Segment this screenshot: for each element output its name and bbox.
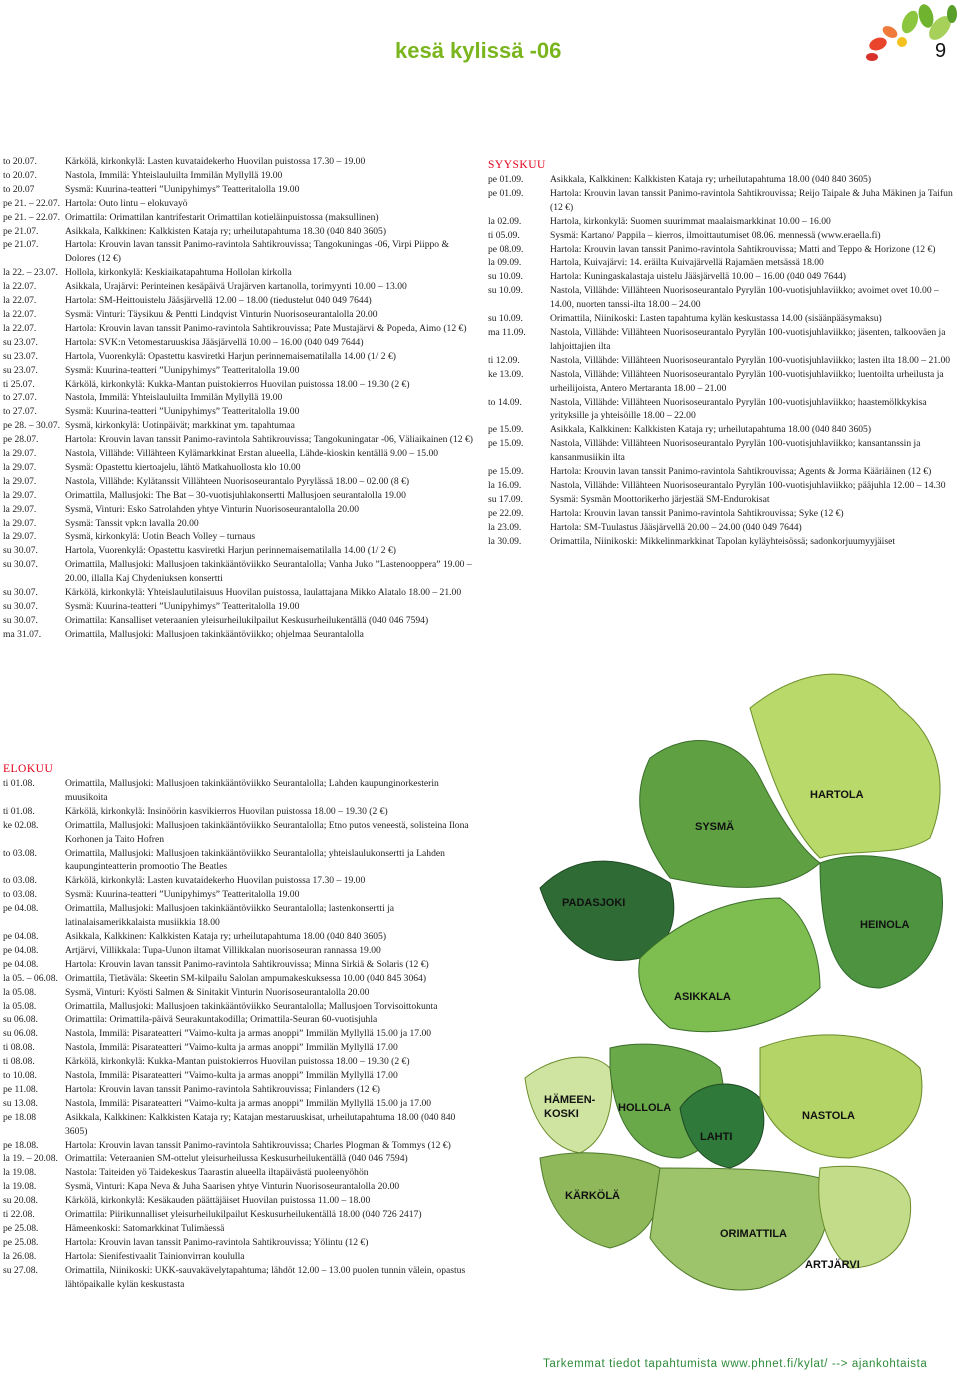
event-row — [3, 819, 473, 847]
event-description: Orimattila, Mallusjoki: Mallusjoen takinkääntöviikko Seurantalolla; Lahden kaupunginorkesterin muusikoita — [65, 778, 439, 803]
event-row — [3, 586, 473, 600]
event-row — [488, 187, 954, 215]
event-row — [3, 461, 473, 475]
event-description: Hartola: SM-Tuulastus Jääsjärvellä 20.00 – 24.00 (040 049 7644) — [550, 521, 802, 533]
event-description: Kärkölä, kirkonkylä: Kukka-Mantan puistokierros Huovilan puistossa 18.00 – 19.30 (2 €) — [65, 1056, 410, 1068]
event-row — [3, 308, 473, 322]
flower-logo-icon — [862, 2, 960, 68]
event-date: to 03.08. — [3, 875, 37, 887]
event-date: la 23.09. — [488, 521, 522, 533]
event-row — [488, 465, 954, 479]
page-number: 9 — [935, 40, 947, 62]
event-description: Kärkölä, kirkonkylä: Insinöörin kasvikierros Huovilan puistossa 18.00 – 19.30 (2 €) — [65, 805, 388, 817]
event-description: Orimattila, Mallusjoki: The Bat – 30-vuotisjuhlakonsertti Mallusjoen seurantalolla 19.00 — [65, 489, 406, 501]
event-row — [3, 405, 473, 419]
event-date: pe 04.08. — [3, 944, 39, 956]
event-row — [3, 874, 473, 888]
event-description: Hollola, kirkonkylä: Keskiaikatapahtuma Hollolan kirkolla — [65, 267, 292, 279]
event-description: Hartola, Kuivajärvi: 14. eräilta Kuivajärvellä Rajamäen metsässä 18.00 — [550, 257, 824, 269]
event-description: Hartola: SVK:n Vetomestaruuskisa Jääsjärvellä 10.00 – 16.00 (040 049 7644) — [65, 336, 364, 348]
event-date: to 03.08. — [3, 847, 37, 859]
event-row — [488, 423, 954, 437]
event-description: Hartola: Krouvin lavan tanssit Panimo-ravintola Sahtikrouvissa; Finlanders (12 €) — [65, 1083, 380, 1095]
event-description: Nastola, Villähde: Villähteen Nuorisoseurantalo Pyrylän 100-vuotisjuhlaviikko; jäsenten, talkooväen ja lahjoittajien ilta — [550, 326, 946, 352]
event-date: pe 01.09. — [488, 187, 524, 199]
event-row — [3, 614, 473, 628]
event-description: Sysmä: Vinturi: Täysikuu & Pentti Lindqvist Vinturin Nuorisoseurantalolla 20.00 — [65, 308, 378, 320]
event-description: Sysmä, kirkonkylä: Uotin Beach Volley – turnaus — [65, 531, 256, 543]
event-date: ti 01.08. — [3, 778, 35, 789]
event-row — [3, 544, 473, 558]
event-row — [3, 1027, 473, 1041]
event-date: pe 28.07. — [3, 434, 39, 446]
event-row — [488, 507, 954, 521]
event-description: Orimattila, Mallusjoki: Mallusjoen takinkääntöviikko Seurantalolla; Vanha Juko ”Lastenooppera” 19.00 – 20.00, illalla Kaj Chydeniuksen konsertti — [65, 559, 472, 585]
event-description: Hartola: Krouvin lavan tanssit Panimo-ravintola Sahtikrouvissa; Reijo Taipale & Juha Mäkinen ja Taifun (12 €) — [550, 187, 953, 213]
august-section — [3, 762, 473, 1292]
event-description: Hartola, Vuorenkylä: Opastettu kasviretki Harjun perinnemaisematilalla 14.00 (1/ 2 €) — [65, 350, 396, 362]
event-description: Nastola, Villähde: Kylätanssit Villähteen Nuorisoseurantalo Pyrylässä 18.00 – 02.00 (8 €) — [65, 475, 410, 487]
event-row — [3, 1236, 473, 1250]
event-date: la 29.07. — [3, 461, 37, 473]
event-row — [3, 1250, 473, 1264]
event-row — [488, 535, 954, 549]
event-row — [3, 530, 473, 544]
event-date: to 20.07 — [3, 183, 35, 195]
event-row — [3, 433, 473, 447]
map-label-nastola: NASTOLA — [802, 1110, 855, 1122]
event-date: pe 15.09. — [488, 438, 524, 450]
september-section — [488, 158, 954, 548]
event-row — [3, 169, 473, 183]
event-row — [3, 558, 473, 586]
event-row — [3, 336, 473, 350]
event-row — [3, 777, 473, 805]
event-date: to 10.08. — [3, 1070, 37, 1082]
event-date: pe 15.09. — [488, 466, 524, 478]
event-description: Asikkala, Kalkkinen: Kalkkisten Kataja ry; urheilutapahtuma 18.30 (040 840 3605) — [65, 225, 387, 237]
event-description: Hartola: Krouvin lavan tanssit Panimo-ravintola Sahtikrouvissa; Tangokuningas -06, Virpi Piippo & Dolores (12 €) — [65, 239, 449, 265]
event-row — [3, 1152, 473, 1166]
event-date: ti 01.08. — [3, 805, 35, 817]
event-description: Kärkölä, kirkonkylä: Kukka-Mantan puistokierros Huovilan puistossa 18.00 – 19.30 (2 €) — [65, 378, 410, 390]
event-date: pe 15.09. — [488, 424, 524, 436]
event-description: Sysmä, Vinturi: Kyösti Salmen & Sinitakit Vinturin Nuorisoseurantalolla 20.00 — [65, 986, 370, 998]
event-date: la 29.07. — [3, 517, 37, 529]
event-row — [3, 888, 473, 902]
event-description: Asikkala, Urajärvi: Perinteinen kesäpäivä Urajärven kartanolla, torimyynti 10.00 – 13.00 — [65, 281, 407, 293]
september-events-list — [488, 173, 954, 548]
event-date: pe 25.08. — [3, 1236, 39, 1248]
event-row — [488, 354, 954, 368]
event-row — [3, 1097, 473, 1111]
event-row — [3, 600, 473, 614]
event-description: Nastola, Immilä: Pisarateatteri ”Vaimo-kulta ja armas anoppi” Immilän Myllyllä 15.00 ja 17.00 — [65, 1097, 432, 1109]
event-description: Hartola: Krouvin lavan tanssit Panimo-ravintola Sahtikrouvissa; Minna Sirkiä & Solaris (12 €) — [65, 958, 429, 970]
event-date: la 16.09. — [488, 479, 522, 491]
event-date: ti 22.08. — [3, 1209, 35, 1221]
event-date: pe 04.08. — [3, 930, 39, 942]
map-label-hameenkoski-1: HÄMEEN- — [544, 1094, 596, 1106]
event-row — [3, 1083, 473, 1097]
event-date: pe 18.08. — [3, 1139, 39, 1151]
event-description: Orimattila, Mallusjoki: Mallusjoen takinkääntöviikko; ohjelmaa Seurantalolla — [65, 628, 364, 640]
august-events-list — [3, 777, 473, 1292]
map-region-artjarvi — [819, 1166, 911, 1268]
map-label-hollola: HOLLOLA — [618, 1102, 672, 1114]
event-date: ti 25.07. — [3, 378, 35, 390]
event-description: Sysmä: Kartano/ Pappila – kierros, ilmoittautumiset 08.06. mennessä (www.eraella.fi) — [550, 229, 881, 241]
event-description: Nastola, Villähde: Villähteen Nuorisoseurantalo Pyrylän 100-vuotisjuhlaviikko; avoimet ovet 10.00 – 14.00, nuorten tanssi-ilta 18.00 – 24.00 — [550, 285, 939, 311]
event-row — [488, 396, 954, 424]
region-map — [520, 648, 960, 1348]
event-row — [488, 521, 954, 535]
event-date: su 30.07. — [3, 545, 38, 557]
event-date: la 29.07. — [3, 531, 37, 543]
event-description: Nastola, Immilä: Yhteislauluilta Immilän Myllyllä 19.00 — [65, 169, 283, 181]
event-date: la 22.07. — [3, 308, 37, 320]
event-description: Nastola, Villähde: Villähteen Nuorisoseurantalo Pyrylän 100-vuotisjuhlaviikko; kansantanssin ja kansanmusiikin ilta — [550, 438, 921, 464]
event-description: Hartola: Outo lintu – elokuvayö — [65, 197, 188, 209]
event-description: Hartola: Sienifestivaalit Tainionvirran koululla — [65, 1250, 245, 1262]
section-heading-elokuu: ELOKUU — [3, 763, 54, 775]
event-row — [3, 1166, 473, 1180]
event-description: Kärkölä, kirkonkylä: Lasten kuvataidekerho Huovilan puistossa 17.30 – 19.00 — [65, 875, 366, 887]
event-row — [488, 270, 954, 284]
map-label-lahti: LAHTI — [700, 1131, 733, 1143]
event-row — [3, 1013, 473, 1027]
event-description: Orimattila, Niinikoski: Mikkelinmarkkinat Tapolan kyläyhteisössä; sadonkorjuumyyjäiset — [550, 535, 896, 547]
event-description: Sysmä, kirkonkylä: Uotinpäivät; markkinat ym. tapahtumaa — [65, 420, 295, 432]
event-description: Sysmä: Sysmän Moottorikerho järjestää SM-Endurokisat — [550, 493, 770, 505]
event-description: Nastola, Villähde: Villähteen Kylämarkkinat Erstan alueella, Lähde-kioskin kentällä 9.00 – 15.00 — [65, 448, 439, 460]
event-date: su 23.07. — [3, 364, 38, 376]
event-row — [488, 284, 954, 312]
event-date: la 05.08. — [3, 1000, 37, 1012]
event-date: pe 04.08. — [3, 958, 39, 970]
event-description: Orimattila: Orimattilan kantrifestarit Orimattilan kotieläinpuistossa (maksullinen) — [65, 211, 379, 223]
map-label-karkola: KÄRKÖLÄ — [565, 1190, 620, 1202]
map-region-nastola — [760, 1035, 922, 1158]
event-row — [3, 489, 473, 503]
event-date: pe 18.08 — [3, 1111, 37, 1123]
event-description: Sysmä: Kuurina-teatteri ”Uunipyhimys” Teatteritalolla 19.00 — [65, 889, 300, 901]
event-date: su 10.09. — [488, 271, 523, 283]
event-description: Nastola, Villähde: Villähteen Nuorisoseurantalo Pyrylän 100-vuotisjuhlaviikko; luentoilta urheilusta ja urheilijoista, Antero Mertaranta 18.00 – 21.00 — [550, 368, 944, 394]
event-row — [3, 1222, 473, 1236]
event-description: Sysmä: Opastettu kiertoajelu, lähtö Matkahuollosta klo 10.00 — [65, 461, 301, 473]
event-date: la 29.07. — [3, 503, 37, 515]
map-label-orimattila: ORIMATTILA — [720, 1228, 788, 1240]
event-row — [3, 1194, 473, 1208]
event-description: Orimattila: Piirikunnalliset yleisurheilukilpailut Keskusurheilukentällä 18.00 (040 726 2417) — [65, 1209, 422, 1221]
map-label-heinola: HEINOLA — [860, 919, 910, 931]
event-description: Nastola, Villähde: Villähteen Nuorisoseurantalo Pyrylän 100-vuotisjuhlaviikko; lasten ilta 18.00 – 21.00 — [550, 354, 951, 366]
event-row — [3, 1111, 473, 1139]
event-date: ma 31.07. — [3, 628, 42, 640]
event-description: Hämeenkoski: Satomarkkinat Tulimäessä — [65, 1223, 225, 1234]
event-description: Asikkala, Kalkkinen: Kalkkisten Kataja ry; urheilutapahtuma 18.00 (040 840 3605) — [550, 174, 872, 185]
event-date: pe 21.07. — [3, 225, 39, 237]
event-date: la 29.07. — [3, 448, 37, 460]
event-description: Hartola, kirkonkylä: Suomen suurimmat maalaismarkkinat 10.00 – 16.00 — [550, 215, 831, 227]
event-description: Orimattila, Niinikoski: UKK-sauvakävelytapahtuma; lähdöt 12.00 – 13.00 puolen tunnin välein, opastus lähtöpaikalle kylän keskustasta — [65, 1264, 466, 1290]
page-title: kesä kylissä -06 — [395, 38, 562, 63]
event-description: Hartola: Krouvin lavan tanssit Panimo-ravintola Sahtikrouvissa; Pate Mustajärvi & Popeda, Aimo (12 €) — [65, 322, 467, 334]
event-date: su 10.09. — [488, 285, 523, 297]
event-row — [3, 419, 473, 433]
event-date: to 14.09. — [488, 396, 522, 408]
event-description: Orimattila, Tietäväla: Skeetin SM-kilpailu Salolan ampumakeskuksessa 10.00 (040 845 3064) — [65, 972, 427, 984]
event-row — [3, 902, 473, 930]
event-description: Sysmä: Kuurina-teatteri ”Uunipyhimys” Teatteritalolla 19.00 — [65, 364, 300, 376]
event-description: Hartola: Krouvin lavan tanssit Panimo-ravintola Sahtikrouvissa; Agents & Jorma Kääriäinen (12 €) — [550, 466, 932, 478]
event-date: la 05. – 06.08. — [3, 972, 58, 984]
event-row — [488, 256, 954, 270]
event-description: Kärkölä, kirkonkylä: Yhteislaulutilaisuus Huovilan puistossa, laulattajana Mikko Alatalo 18.00 – 21.00 — [65, 587, 462, 599]
event-row — [3, 266, 473, 280]
event-description: Kärkölä, kirkonkylä: Kesäkauden päättäjäiset Huovilan puistossa 11.00 – 18.00 — [65, 1195, 371, 1207]
event-row — [3, 155, 473, 169]
event-row — [488, 493, 954, 507]
event-description: Hartola, Vuorenkylä: Opastettu kasviretki Harjun perinnemaisematilalla 14.00 (1/ 2 €) — [65, 545, 396, 557]
event-description: Orimattila, Mallusjoki: Mallusjoen takinkääntöviikko Seurantalolla; lastenkonsertti ja latinalaisamerikkalaista musiikkia 18.00 — [65, 903, 395, 929]
event-date: la 22.07. — [3, 322, 37, 334]
event-row — [3, 930, 473, 944]
event-description: Nastola, Immilä: Pisarateatteri ”Vaimo-kulta ja armas anoppi” Immilän Myllyllä 17.00 — [65, 1042, 398, 1054]
event-row — [3, 1069, 473, 1083]
event-description: Orimattila: Veteraanien SM-ottelut yleisurheilussa Keskusurheilukentällä (040 046 7594) — [65, 1153, 408, 1165]
event-date: su 30.07. — [3, 601, 38, 612]
event-row — [3, 1055, 473, 1069]
event-date: su 30.07. — [3, 614, 38, 626]
event-row — [3, 225, 473, 239]
map-label-hartola: HARTOLA — [810, 789, 864, 801]
event-date: la 22. – 23.07. — [3, 267, 58, 279]
event-date: la 02.09. — [488, 215, 522, 227]
event-description: Hartola: Krouvin lavan tanssit Panimo-ravintola Sahtikrouvissa; Syke (12 €) — [550, 507, 844, 519]
event-date: su 30.07. — [3, 559, 38, 571]
event-row — [3, 972, 473, 986]
event-date: la 19. – 20.08. — [3, 1153, 58, 1165]
event-row — [3, 1180, 473, 1194]
event-date: la 19.08. — [3, 1181, 37, 1193]
event-description: Nastola, Immilä: Yhteislauluilta Immilän Myllyllä 19.00 — [65, 392, 283, 404]
event-description: Sysmä: Kuurina-teatteri ”Uunipyhimys” Teatteritalolla 19.00 — [65, 183, 300, 195]
event-date: pe 28. – 30.07. — [3, 420, 61, 432]
event-row — [3, 211, 473, 225]
event-row — [3, 364, 473, 378]
event-row — [3, 1139, 473, 1153]
map-label-sysma: SYSMÄ — [695, 821, 735, 833]
event-row — [3, 944, 473, 958]
event-date: su 20.08. — [3, 1195, 38, 1207]
event-date: su 23.07. — [3, 336, 38, 348]
event-row — [3, 958, 473, 972]
event-description: Sysmä, Vinturi: Esko Satrolahden yhtye Vinturin Nuorisoseurantalolla 20.00 — [65, 503, 359, 515]
event-description: Hartola: Krouvin lavan tanssit Panimo-ravintola Sahtikrouvissa; Matti and Teppo & Horizone (12 €) — [550, 243, 936, 255]
event-date: pe 21. – 22.07. — [3, 197, 61, 209]
map-label-asikkala: ASIKKALA — [674, 991, 731, 1003]
event-date: pe 22.09. — [488, 507, 524, 519]
event-row — [3, 183, 473, 197]
event-row — [3, 628, 473, 642]
event-date: su 27.08. — [3, 1264, 38, 1276]
event-date: to 27.07. — [3, 392, 37, 404]
section-heading-syyskuu: SYYSKUU — [488, 159, 546, 171]
event-description: Nastola, Villähde: Villähteen Nuorisoseurantalo Pyrylän 100-vuotisjuhlaviikko; haastemölkkykisa yrityksille ja yhteisöille 18.00 – 22.00 — [550, 396, 927, 422]
event-description: Hartola: Krouvin lavan tanssit Panimo-ravintola Sahtikrouvissa; Tangokuningatar -06, Väliaikainen (12 €) — [65, 434, 473, 446]
event-row — [3, 322, 473, 336]
event-row — [488, 437, 954, 465]
event-date: su 06.08. — [3, 1014, 38, 1026]
event-date: pe 25.08. — [3, 1223, 39, 1234]
event-row — [488, 229, 954, 243]
event-description: Orimattila, Niinikoski: Lasten tapahtuma kylän keskustassa 14.00 (sisäänpääsymaksu) — [550, 313, 882, 325]
event-date: su 10.09. — [488, 313, 523, 325]
event-date: la 09.09. — [488, 257, 522, 269]
event-row — [3, 294, 473, 308]
event-row — [488, 173, 954, 187]
event-date: la 22.07. — [3, 281, 37, 293]
event-row — [3, 986, 473, 1000]
event-description: Nastola: Taiteiden yö Taidekeskus Taarastin alueella iltapäivästä puoleenyöhön — [65, 1167, 369, 1179]
event-date: pe 01.09. — [488, 174, 524, 185]
map-label-padasjoki: PADASJOKI — [562, 897, 626, 909]
event-description: Sysmä: Kuurina-teatteri ”Uunipyhimys” Teatteritalolla 19.00 — [65, 601, 300, 612]
event-date: la 29.07. — [3, 475, 37, 487]
event-description: Hartola: Krouvin lavan tanssit Panimo-ravintola Sahtikrouvissa; Yölintu (12 €) — [65, 1236, 369, 1248]
event-date: pe 08.09. — [488, 243, 524, 255]
event-description: Orimattila, Mallusjoki: Mallusjoen takinkääntöviikko Seurantalolla; yhteislaulukonsertti ja Lahden kaupunginteatterin promootio The Beatles — [65, 847, 445, 873]
event-description: Hartola: SM-Heittouistelu Jääsjärvellä 12.00 – 18.00 (tiedustelut 040 049 7644) — [65, 295, 372, 307]
event-row — [3, 1000, 473, 1014]
july-events-list — [3, 155, 473, 642]
event-date: to 27.07. — [3, 406, 37, 418]
event-description: Kärkölä, kirkonkylä: Lasten kuvataidekerho Huovilan puistossa 17.30 – 19.00 — [65, 156, 366, 167]
event-date: ti 08.08. — [3, 1056, 35, 1068]
event-date: ti 12.09. — [488, 354, 520, 366]
event-date: to 20.07. — [3, 169, 37, 181]
event-date: ke 02.08. — [3, 819, 39, 831]
event-date: la 26.08. — [3, 1250, 37, 1262]
event-description: Asikkala, Kalkkinen: Kalkkisten Kataja ry; urheilutapahtuma 18.00 (040 840 3605) — [65, 930, 387, 942]
event-row — [488, 312, 954, 326]
event-date: pe 04.08. — [3, 903, 39, 915]
map-region-lahti — [680, 1084, 764, 1168]
event-date: su 06.08. — [3, 1028, 38, 1040]
event-description: Sysmä, Vinturi: Kapa Neva & Juha Saarisen yhtye Vinturin Nuorisoseurantalolla 20.00 — [65, 1181, 400, 1193]
event-description: Artjärvi, Villikkala: Tupa-Uunon iltamat Villikkalan nuorisoseuran rannassa 19.00 — [65, 944, 381, 956]
event-date: ke 13.09. — [488, 368, 524, 380]
map-label-hameenkoski-2: KOSKI — [544, 1108, 579, 1120]
event-row — [3, 391, 473, 405]
event-date: su 30.07. — [3, 587, 38, 599]
event-description: Nastola, Immilä: Pisarateatteri ”Vaimo-kulta ja armas anoppi” Immilän Myllyllä 15.00 ja 17.00 — [65, 1028, 432, 1040]
event-row — [3, 847, 473, 875]
event-row — [3, 1264, 473, 1292]
event-description: Asikkala, Kalkkinen: Kalkkisten Kataja ry; urheilutapahtuma 18.00 (040 840 3605) — [550, 424, 872, 436]
event-row — [3, 475, 473, 489]
event-row — [3, 350, 473, 364]
event-row — [488, 326, 954, 354]
map-label-artjarvi: ARTJÄRVI — [805, 1259, 860, 1271]
event-row — [488, 479, 954, 493]
event-date: la 29.07. — [3, 489, 37, 501]
event-date: la 19.08. — [3, 1167, 37, 1179]
event-date: su 17.09. — [488, 493, 523, 505]
event-row — [3, 1208, 473, 1222]
event-date: pe 21. – 22.07. — [3, 211, 61, 223]
event-row — [488, 243, 954, 257]
event-description: Sysmä: Tanssit vpk:n lavalla 20.00 — [65, 517, 199, 529]
event-row — [3, 197, 473, 211]
event-date: la 05.08. — [3, 986, 37, 998]
event-date: su 23.07. — [3, 350, 38, 362]
event-description: Nastola, Villähde: Villähteen Nuorisoseurantalo Pyrylän 100-vuotisjuhlaviikko; pääjuhla 12.00 – 14.30 — [550, 479, 946, 491]
event-row — [3, 805, 473, 819]
event-date: la 30.09. — [488, 535, 522, 547]
event-row — [3, 1041, 473, 1055]
event-date: pe 21.07. — [3, 239, 39, 251]
event-description: Orimattila: Kansalliset veteraanien yleisurheilukilpailut Keskusurheilukentällä (040 046 7594) — [65, 614, 429, 626]
event-date: ti 05.09. — [488, 229, 520, 241]
event-row — [3, 517, 473, 531]
event-description: Sysmä: Kuurina-teatteri ”Uunipyhimys” Teatteritalolla 19.00 — [65, 406, 300, 418]
event-row — [3, 447, 473, 461]
event-date: ma 11.09. — [488, 326, 526, 338]
event-description: Hartola: Kuningaskalastaja uistelu Jääsjärvellä 10.00 – 16.00 (040 049 7644) — [550, 271, 847, 283]
footer-more-info: Tarkemmat tiedot tapahtumista www.phnet.fi/kylat/ --> ajankohtaista — [543, 1358, 928, 1370]
event-description: Orimattila, Mallusjoki: Mallusjoen takinkääntöviikko Seurantalolla; Mallusjoen Torvisoittokunta — [65, 1000, 438, 1012]
event-description: Orimattila: Orimattila-päivä Seurakuntakodilla; Orimattila-Seuran 60-vuotisjuhla — [65, 1014, 378, 1026]
event-row — [3, 503, 473, 517]
event-row — [3, 238, 473, 266]
event-description: Asikkala, Kalkkinen: Kalkkisten Kataja ry; Katajan mestaruuskisat, urheilutapahtuma 18.00 (040 840 3605) — [65, 1111, 456, 1137]
event-description: Orimattila, Mallusjoki: Mallusjoen takinkääntöviikko Seurantalolla; Etno putos veneestä, solisteina Ilona Korhonen ja Taito Hofren — [65, 819, 469, 845]
event-row — [488, 368, 954, 396]
event-date: to 03.08. — [3, 889, 37, 901]
event-date: su 13.08. — [3, 1097, 38, 1109]
event-description: Nastola, Immilä: Pisarateatteri ”Vaimo-kulta ja armas anoppi” Immilän Myllyllä 17.00 — [65, 1070, 398, 1082]
event-row — [488, 215, 954, 229]
event-date: pe 11.08. — [3, 1083, 39, 1095]
event-date: la 22.07. — [3, 295, 37, 307]
event-date: to 20.07. — [3, 156, 37, 167]
event-row — [3, 280, 473, 294]
event-row — [3, 378, 473, 392]
event-date: ti 08.08. — [3, 1042, 35, 1054]
event-description: Hartola: Krouvin lavan tanssit Panimo-ravintola Sahtikrouvissa; Charles Plogman & Tommys (12 €) — [65, 1139, 451, 1151]
